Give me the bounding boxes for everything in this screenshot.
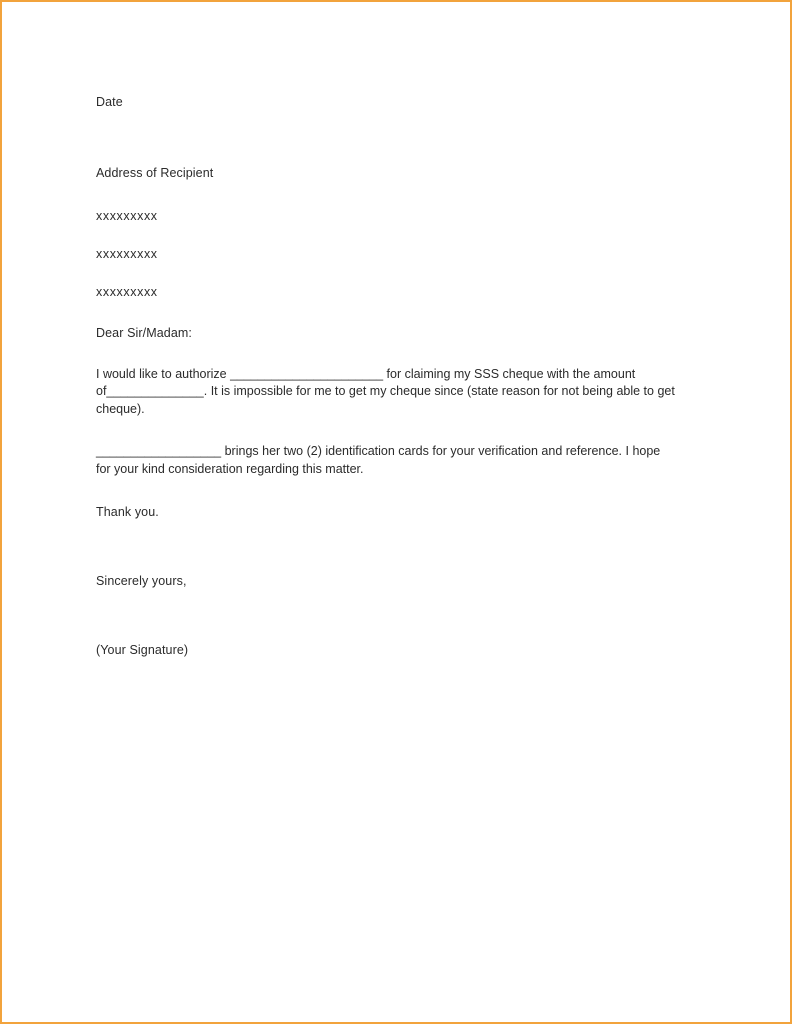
spacer-address-2 (96, 261, 706, 285)
signature-placeholder: (Your Signature) (96, 643, 189, 658)
address-line-2: xxxxxxxxx (96, 246, 158, 261)
body-paragraph-2: __________________ brings her two (2) identification cards for your verification and reference. I hope for your kind consideration regarding this matter. (96, 443, 661, 476)
spacer-before-thanks (96, 478, 706, 504)
recipient-address-label: Address of Recipient (96, 165, 214, 180)
thank-you-line: Thank you. (96, 505, 159, 520)
closing-line: Sincerely yours, (96, 574, 187, 589)
spacer-address-1 (96, 223, 706, 247)
spacer-before-closing (96, 521, 706, 573)
body-paragraph-1: I would like to authorize ______________________ for claiming my SSS cheque with the amount of______________. It is impossible for me to get my cheque since (state reason for not being able to get cheque). (96, 366, 675, 417)
spacer-between-paragraphs (96, 419, 706, 443)
letter-body (96, 94, 706, 659)
address-line-1: xxxxxxxxx (96, 208, 158, 223)
document-sheet (10, 10, 782, 1014)
spacer-after-date (96, 111, 706, 165)
address-line-3: xxxxxxxxx (96, 284, 158, 299)
date-label: Date (96, 95, 123, 109)
spacer-before-signature (96, 590, 706, 642)
spacer-before-paragraph-1 (96, 342, 706, 366)
spacer-after-recipient-label (96, 182, 706, 209)
spacer-before-salutation (96, 299, 706, 325)
salutation: Dear Sir/Madam: (96, 325, 192, 340)
